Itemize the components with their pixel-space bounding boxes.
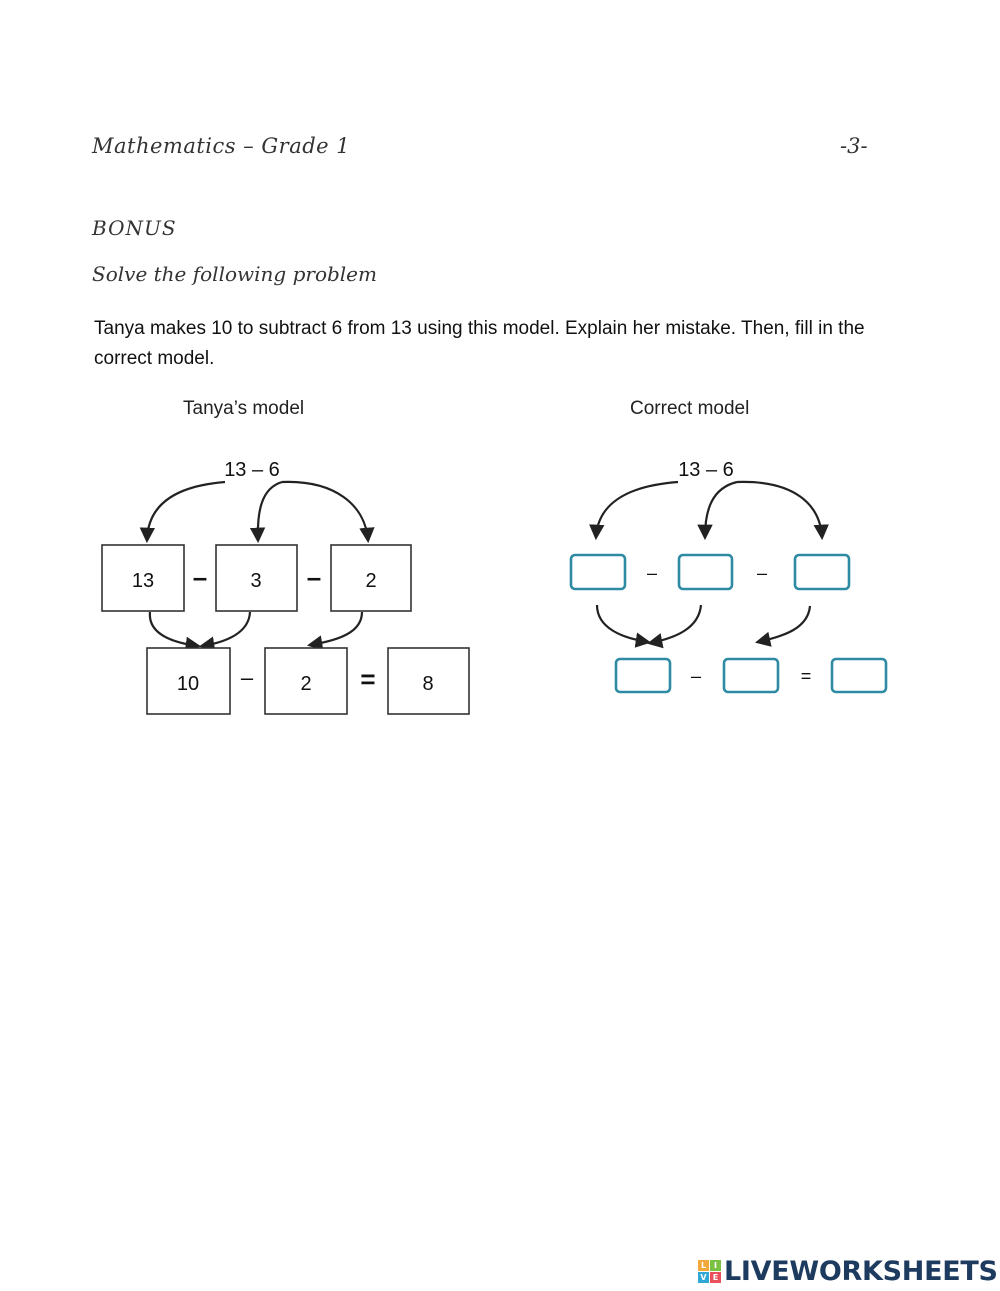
correct-arrow-5: [650, 605, 701, 643]
correct-arrow-4: [597, 605, 648, 642]
correct-top-operator-2: –: [756, 563, 768, 583]
logo-block-l: L: [698, 1260, 709, 1271]
tanya-arrow-6: [310, 612, 362, 645]
tanya-top-operator-2: –: [306, 562, 322, 592]
tanya-arrow-1: [147, 482, 225, 540]
correct-top-answer-box-3[interactable]: [795, 555, 849, 589]
instruction-text: Solve the following problem: [92, 262, 377, 286]
correct-bottom-answer-box-2[interactable]: [724, 659, 778, 692]
tanya-arrow-2: [258, 482, 282, 540]
logo-block-i: I: [710, 1260, 721, 1271]
subject-header: Mathematics – Grade 1: [92, 134, 351, 158]
correct-arrow-3: [737, 482, 822, 537]
correct-bottom-operator-1: –: [690, 666, 702, 686]
tanya-top-value-1: 13: [131, 570, 155, 592]
correct-arrow-6: [758, 606, 810, 642]
correct-bottom-answer-box-1[interactable]: [616, 659, 670, 692]
tanya-expression: 13 – 6: [224, 459, 280, 481]
correct-model-title: Correct model: [630, 398, 750, 419]
correct-bottom-answer-box-3[interactable]: [832, 659, 886, 692]
correct-top-operator-1: –: [646, 563, 658, 583]
page-number: -3-: [840, 134, 868, 158]
tanya-arrow-4: [150, 612, 198, 646]
logo-blocks-icon: [698, 1260, 721, 1283]
correct-arrow-1: [596, 482, 678, 537]
correct-top-answer-box-2[interactable]: [679, 555, 732, 589]
correct-expression: 13 – 6: [678, 459, 734, 481]
tanya-model-title: Tanya’s model: [183, 398, 305, 419]
tanya-bottom-operator-2: =: [360, 664, 376, 694]
tanya-bottom-operator-1: –: [240, 665, 254, 690]
tanya-bottom-value-1: 10: [176, 673, 200, 695]
correct-arrow-2: [705, 482, 737, 537]
correct-bottom-operator-2: =: [800, 666, 812, 686]
bonus-label: BONUS: [92, 216, 177, 240]
logo-block-e: E: [710, 1272, 721, 1283]
liveworksheets-logo[interactable]: [698, 1256, 998, 1287]
tanya-arrow-3: [282, 482, 368, 540]
tanya-top-value-2: 3: [250, 570, 262, 592]
tanya-bottom-value-2: 2: [300, 673, 312, 695]
correct-top-answer-box-1[interactable]: [571, 555, 625, 589]
logo-text: LIVEWORKSHEETS: [724, 1256, 998, 1287]
problem-text: Tanya makes 10 to subtract 6 from 13 using this model. Explain her mistake. Then, fill in the correct model.: [94, 318, 865, 369]
logo-block-v: V: [698, 1272, 709, 1283]
tanya-arrow-5: [202, 612, 250, 646]
tanya-top-value-3: 2: [365, 570, 377, 592]
tanya-bottom-value-3: 8: [422, 673, 434, 695]
tanya-top-operator-1: –: [192, 562, 208, 592]
